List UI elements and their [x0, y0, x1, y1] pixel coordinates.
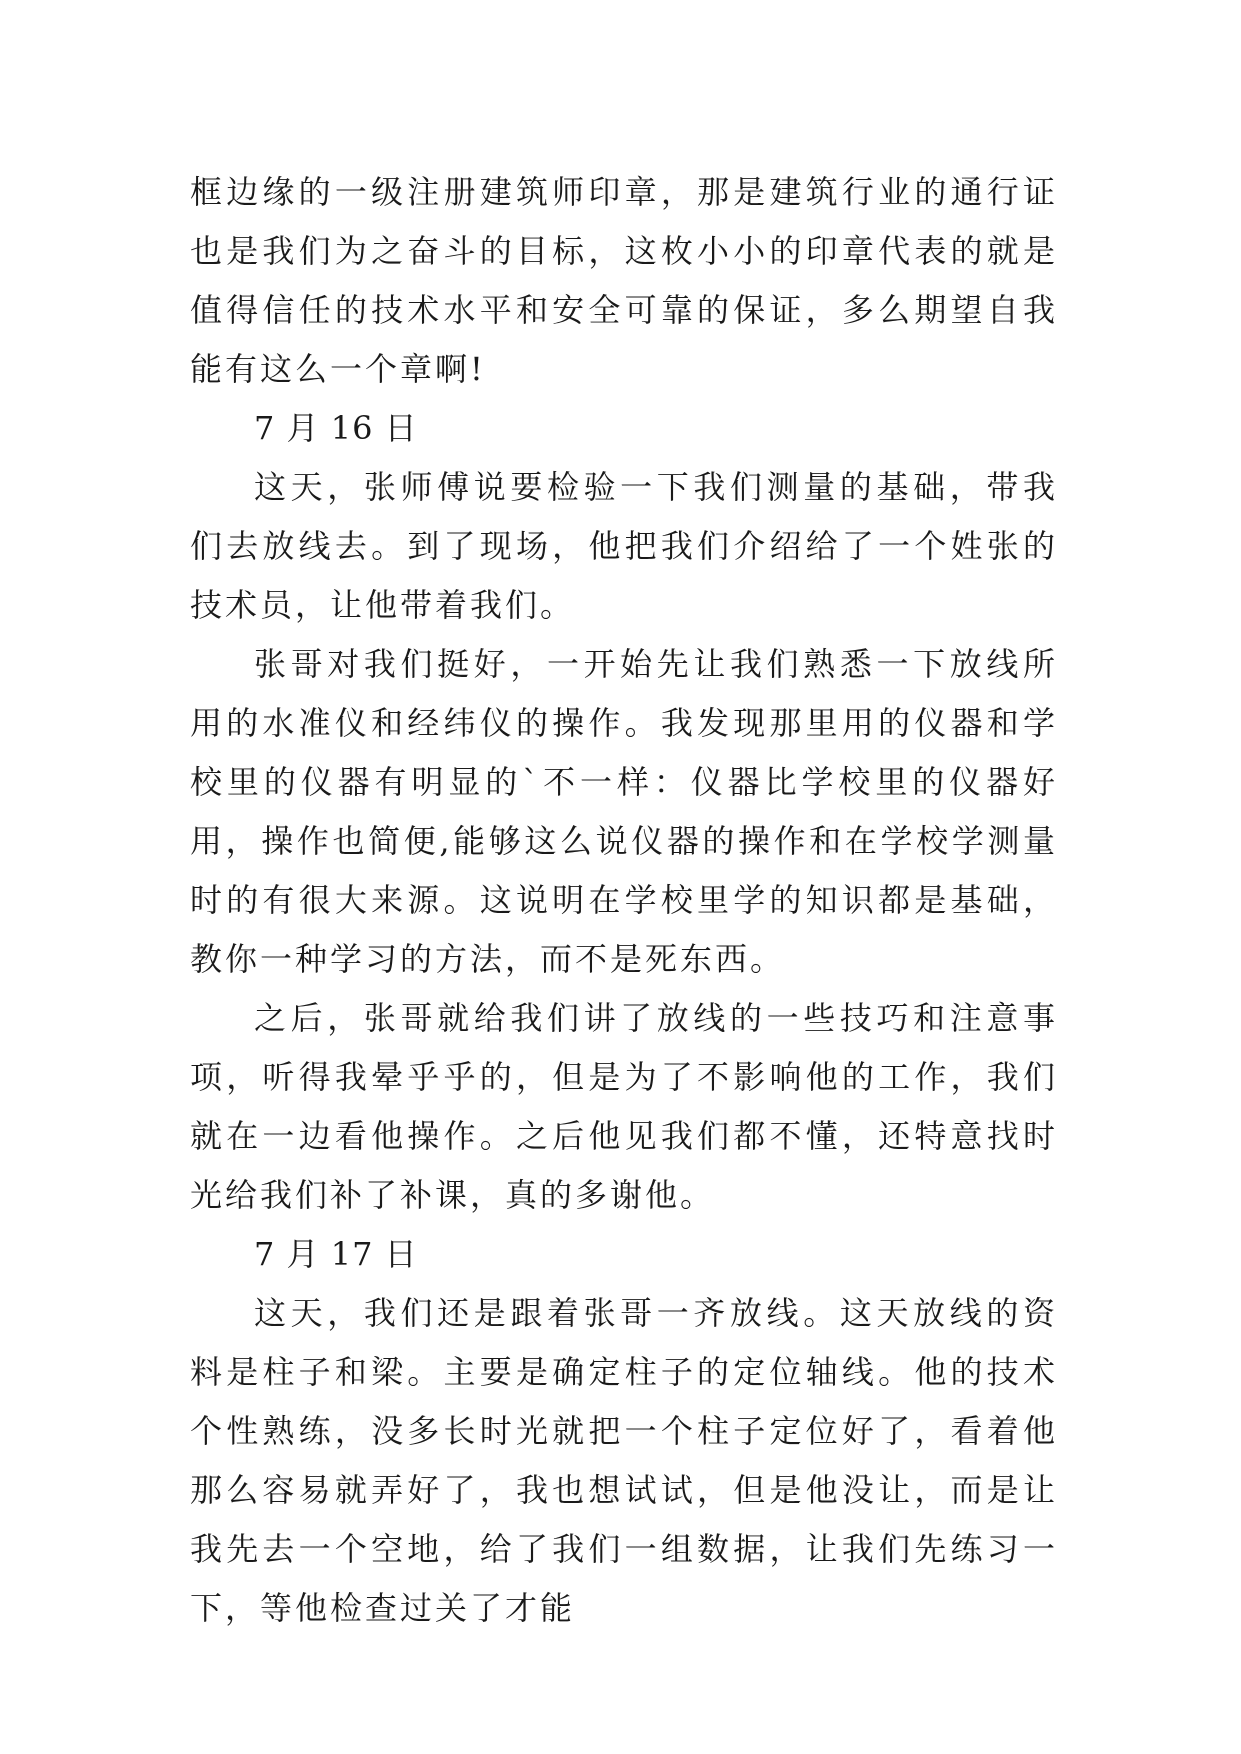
date-heading-0716: 7 月 16 日: [254, 409, 418, 447]
paragraph-stamp: 框边缘的一级注册建筑师印章，那是建筑行业的通行证也是我们为之奋斗的目标，这枚小小的印章代表的就是值得信任的技术水平和安全可靠的保证，多么期望自我能有这么一个章啊!: [190, 173, 1058, 388]
document-body: [190, 163, 1058, 1638]
date-heading-0717: 7 月 17 日: [254, 1235, 418, 1273]
paragraph-survey-intro: 这天，张师傅说要检验一下我们测量的基础，带我们去放线去。到了现场，他把我们介绍给了一个姓张的技术员，让他带着我们。: [190, 468, 1058, 624]
paragraph-columns: 这天，我们还是跟着张哥一齐放线。这天放线的资料是柱子和梁。主要是确定柱子的定位轴线。他的技术个性熟练，没多长时光就把一个柱子定位好了，看着他那么容易就弄好了，我也想试试，但是他没让，而是让我先去一个空地，给了我们一组数据，让我们先练习一下，等他检查过关了才能: [190, 1294, 1058, 1627]
paragraph-techniques: 之后，张哥就给我们讲了放线的一些技巧和注意事项，听得我晕乎乎的，但是为了不影响他的工作，我们就在一边看他操作。之后他见我们都不懂，还特意找时光给我们补了补课，真的多谢他。: [190, 999, 1058, 1214]
paragraph-instruments: 张哥对我们挺好，一开始先让我们熟悉一下放线所用的水准仪和经纬仪的操作。我发现那里用的仪器和学校里的仪器有明显的`不一样：仪器比学校里的仪器好用，操作也简便,能够这么说仪器的操作和在学校学测量时的有很大来源。这说明在学校里学的知识都是基础，教你一种学习的方法，而不是死东西。: [190, 645, 1058, 978]
